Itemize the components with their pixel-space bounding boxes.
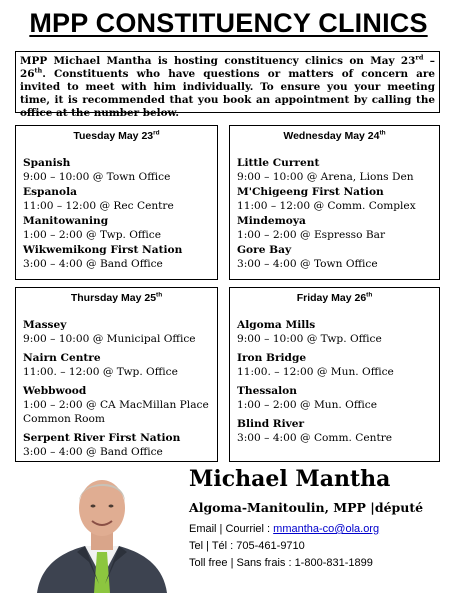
riding-title: Algoma-Manitoulin, MPP |député <box>189 500 424 515</box>
clinic-entry <box>237 214 432 242</box>
clinic-entry <box>23 431 210 459</box>
clinic-time: 3:00 – 4:00 @ Comm. Centre <box>237 432 393 444</box>
clinic-time: 11:00. – 12:00 @ Mun. Office <box>237 366 394 378</box>
clinic-entry <box>23 185 210 213</box>
clinic-location: Massey <box>23 319 67 331</box>
clinic-entry <box>23 214 210 242</box>
clinic-location: M'Chigeeng First Nation <box>237 186 384 198</box>
mpp-name: Michael Mantha <box>189 466 391 492</box>
clinic-entry <box>237 318 432 346</box>
day-box-wednesday <box>229 125 440 280</box>
clinic-entry <box>237 384 432 412</box>
page-title: MPP CONSTITUENCY CLINICS <box>29 8 428 38</box>
clinic-time: 9:00 – 10:00 @ Arena, Lions Den <box>237 171 414 183</box>
email-link[interactable]: mmantha-co@ola.org <box>273 523 380 535</box>
clinic-location: Serpent River First Nation <box>23 432 181 444</box>
clinic-location: Espanola <box>23 186 77 198</box>
clinic-time: 11:00 – 12:00 @ Comm. Complex <box>237 200 416 212</box>
day-heading: Tuesday May 23rd <box>73 129 160 142</box>
clinic-time: 1:00 – 2:00 @ CA MacMillan Place Common Room <box>23 399 209 425</box>
clinic-time: 3:00 – 4:00 @ Band Office <box>23 446 163 458</box>
clinic-time: 11:00 – 12:00 @ Rec Centre <box>23 200 174 212</box>
intro-superscript: th <box>34 66 43 75</box>
clinic-location: Spanish <box>23 157 71 169</box>
clinic-entry <box>237 156 432 184</box>
email-label: Email | Courriel : <box>189 523 274 535</box>
day-heading: Friday May 26th <box>296 291 373 304</box>
clinic-entry <box>23 318 210 346</box>
clinic-time: 1:00 – 2:00 @ Twp. Office <box>23 229 162 241</box>
day-box-thursday <box>15 287 218 462</box>
clinic-entry <box>237 417 432 445</box>
tollfree-line: Toll free | Sans frais : 1-800-831-1899 <box>189 557 373 569</box>
intro-text: – 26 <box>20 55 435 80</box>
clinic-location: Gore Bay <box>237 244 292 256</box>
intro-text: . Constituents who have questions or matters of concern are invited to meet with him individually. To ensure you your meeting time, it is recommended that you book an appointment by calling the office at the number below. <box>20 68 435 119</box>
day-heading: Wednesday May 24th <box>283 129 386 142</box>
clinic-time: 1:00 – 2:00 @ Espresso Bar <box>237 229 386 241</box>
clinic-time: 9:00 – 10:00 @ Town Office <box>23 171 171 183</box>
day-heading: Thursday May 25th <box>70 291 163 304</box>
email-line <box>189 523 379 535</box>
clinic-location: Blind River <box>237 418 305 430</box>
clinic-location: Iron Bridge <box>237 352 307 364</box>
clinic-time: 3:00 – 4:00 @ Band Office <box>23 258 163 270</box>
portrait-photo <box>33 466 171 593</box>
clinic-location: Thessalon <box>237 385 297 397</box>
phone-line: Tel | Tél : 705-461-9710 <box>189 540 305 552</box>
clinic-entry <box>237 243 432 271</box>
clinic-entry <box>23 351 210 379</box>
clinic-entry <box>23 156 210 184</box>
clinic-location: Wikwemikong First Nation <box>23 244 183 256</box>
clinic-location: Algoma Mills <box>237 319 316 331</box>
clinic-time: 1:00 – 2:00 @ Mun. Office <box>237 399 377 411</box>
clinic-entry <box>23 243 210 271</box>
intro-text: MPP Michael Mantha is hosting constituency clinics on May 23 <box>20 55 416 67</box>
clinic-location: Nairn Centre <box>23 352 101 364</box>
clinic-entry <box>237 185 432 213</box>
day-box-friday <box>229 287 440 462</box>
clinic-time: 9:00 – 10:00 @ Municipal Office <box>23 333 196 345</box>
day-box-tuesday <box>15 125 218 280</box>
intro-superscript: rd <box>415 53 424 62</box>
clinic-entry <box>23 384 210 426</box>
clinic-location: Mindemoya <box>237 215 306 227</box>
clinic-location: Little Current <box>237 157 320 169</box>
clinic-location: Webbwood <box>23 385 87 397</box>
clinic-time: 11:00. – 12:00 @ Twp. Office <box>23 366 178 378</box>
clinic-time: 9:00 – 10:00 @ Twp. Office <box>237 333 382 345</box>
clinic-entry <box>237 351 432 379</box>
clinic-location: Manitowaning <box>23 215 109 227</box>
clinic-time: 3:00 – 4:00 @ Town Office <box>237 258 378 270</box>
intro-paragraph <box>15 51 440 119</box>
